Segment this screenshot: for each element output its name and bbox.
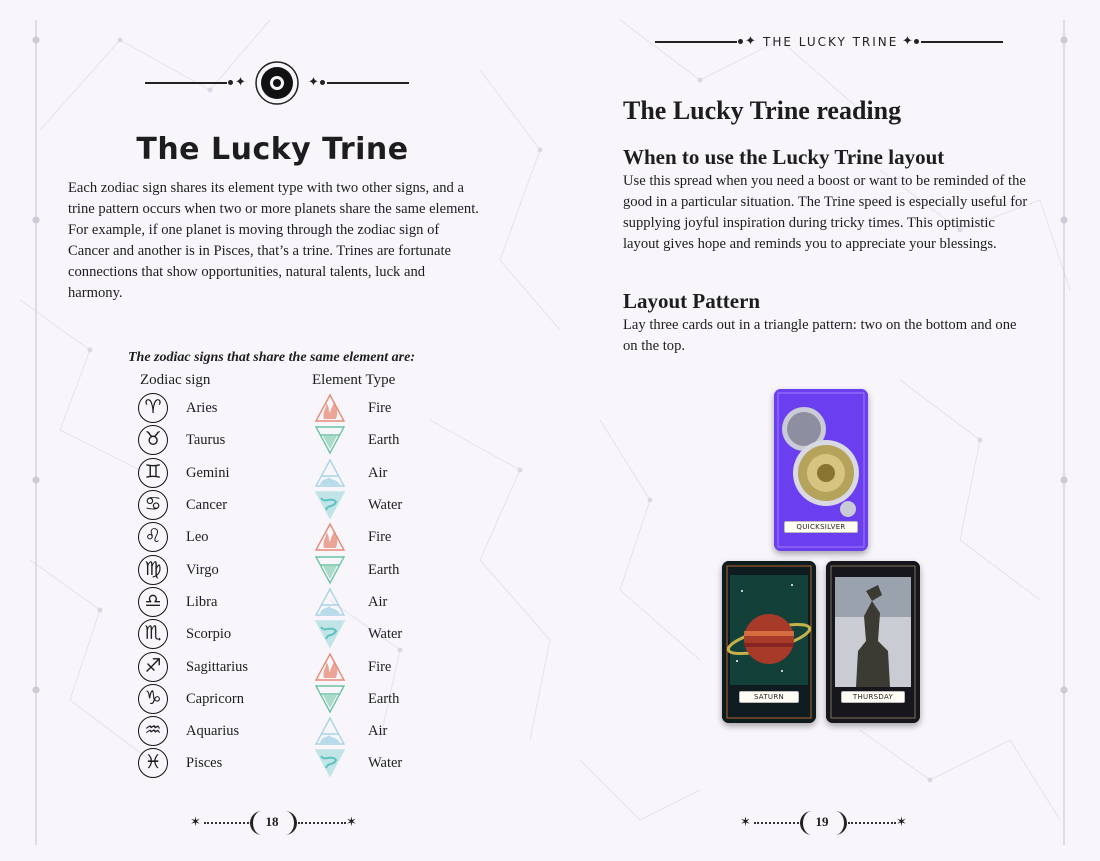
sign-name: Taurus bbox=[186, 432, 226, 448]
dotted-rule bbox=[754, 822, 802, 824]
element-name: Water bbox=[368, 497, 403, 513]
dotted-rule bbox=[848, 822, 896, 824]
zodiac-glyph-icon: ♌ bbox=[138, 522, 168, 552]
sign-name: Aries bbox=[186, 400, 218, 416]
element-name: Water bbox=[368, 626, 403, 642]
element-name: Fire bbox=[368, 529, 392, 545]
rule-dot bbox=[914, 39, 919, 44]
table-row bbox=[138, 458, 418, 488]
zodiac-glyph-icon: ♈ bbox=[138, 393, 168, 423]
sun-medallion-icon bbox=[254, 60, 300, 106]
element-name: Earth bbox=[368, 432, 400, 448]
rule-dot bbox=[228, 80, 233, 85]
element-name: Air bbox=[368, 594, 388, 610]
card-label: SATURN bbox=[739, 691, 799, 703]
zodiac-glyph-icon: ♊ bbox=[138, 458, 168, 488]
dotted-rule bbox=[204, 822, 252, 824]
table-row bbox=[138, 522, 418, 552]
card-saturn bbox=[722, 561, 816, 723]
element-name: Fire bbox=[368, 400, 392, 416]
fire-element-icon bbox=[314, 522, 346, 552]
dotted-rule bbox=[298, 822, 346, 824]
title-rule-right bbox=[327, 82, 409, 84]
water-element-icon bbox=[314, 748, 346, 778]
sparkle-icon: ✦ bbox=[902, 34, 913, 49]
sparkle-icon: ✦ bbox=[745, 34, 756, 49]
column-header-sign: Zodiac sign bbox=[140, 372, 211, 388]
running-head-rule-left bbox=[655, 41, 737, 43]
sign-name: Aquarius bbox=[186, 723, 240, 739]
element-name: Earth bbox=[368, 562, 400, 578]
zodiac-glyph-icon: ♎ bbox=[138, 587, 168, 617]
air-element-icon bbox=[314, 587, 346, 617]
table-row bbox=[138, 425, 418, 455]
page-number-left: 18 bbox=[265, 814, 279, 829]
card-thursday bbox=[826, 561, 920, 723]
zodiac-glyph-icon: ♐ bbox=[138, 652, 168, 682]
intro-paragraph: Each zodiac sign shares its element type with two other signs, and a trine pattern occurs when two or more planets share the same element. For example, if one planet is moving through the zodiac sign of Cancer and another is in Pisces, that’s a trine. Trines are fortunate connections that show opportunities, natural talents, luck and harmony. bbox=[68, 180, 479, 301]
element-name: Earth bbox=[368, 691, 400, 707]
sign-name: Virgo bbox=[186, 562, 219, 578]
table-row bbox=[138, 490, 418, 520]
zodiac-glyph-icon: ♑ bbox=[138, 684, 168, 714]
element-name: Fire bbox=[368, 659, 392, 675]
zodiac-glyph-icon: ♓ bbox=[138, 748, 168, 778]
element-name: Water bbox=[368, 755, 403, 771]
card-label: QUICKSILVER bbox=[784, 521, 858, 533]
column-header-element: Element Type bbox=[312, 372, 396, 388]
table-row bbox=[138, 748, 418, 778]
table-row bbox=[138, 393, 418, 423]
title-rule-left bbox=[145, 82, 227, 84]
sparkle-icon: ✦ bbox=[235, 75, 246, 90]
card-quicksilver bbox=[774, 389, 868, 551]
fire-element-icon bbox=[314, 652, 346, 682]
table-row bbox=[138, 716, 418, 746]
reading-heading: The Lucky Trine reading bbox=[623, 96, 902, 125]
sign-name: Cancer bbox=[186, 497, 228, 513]
crescent-moon-icon bbox=[283, 810, 297, 836]
sign-name: Libra bbox=[186, 594, 218, 610]
running-head-rule-right bbox=[921, 41, 1003, 43]
air-element-icon bbox=[314, 458, 346, 488]
sparkle-icon: ✶ bbox=[896, 815, 907, 830]
water-element-icon bbox=[314, 490, 346, 520]
table-row bbox=[138, 587, 418, 617]
element-name: Air bbox=[368, 465, 388, 481]
earth-element-icon bbox=[314, 425, 346, 455]
earth-element-icon bbox=[314, 555, 346, 585]
zodiac-glyph-icon: ♋ bbox=[138, 490, 168, 520]
table-row bbox=[138, 555, 418, 585]
sparkle-icon: ✶ bbox=[190, 815, 201, 830]
when-subheading: When to use the Lucky Trine layout bbox=[623, 145, 945, 169]
table-row bbox=[138, 684, 418, 714]
table-row bbox=[138, 619, 418, 649]
zodiac-glyph-icon: ♉ bbox=[138, 425, 168, 455]
air-element-icon bbox=[314, 716, 346, 746]
running-head: THE LUCKY TRINE bbox=[763, 35, 899, 49]
element-name: Air bbox=[368, 723, 388, 739]
when-paragraph: Use this spread when you need a boost or want to be reminded of the good in a particular situation. The Trine speed is especially useful for supplying joyful inspiration during tricky times. This optimistic layout gives hope and reminds you to appreciate your blessings. bbox=[623, 173, 1028, 252]
sign-name: Capricorn bbox=[186, 691, 244, 707]
table-row bbox=[138, 652, 418, 682]
table-caption: The zodiac signs that share the same element are: bbox=[128, 350, 415, 365]
layout-subheading: Layout Pattern bbox=[623, 289, 761, 313]
fire-element-icon bbox=[314, 393, 346, 423]
sparkle-icon: ✶ bbox=[740, 815, 751, 830]
zodiac-glyph-icon: ♍ bbox=[138, 555, 168, 585]
earth-element-icon bbox=[314, 684, 346, 714]
layout-paragraph: Lay three cards out in a triangle pattern: two on the bottom and one on the top. bbox=[623, 317, 1017, 354]
sparkle-icon: ✦ bbox=[308, 75, 319, 90]
sign-name: Pisces bbox=[186, 755, 223, 771]
rule-dot bbox=[320, 80, 325, 85]
rule-dot bbox=[738, 39, 743, 44]
sign-name: Gemini bbox=[186, 465, 230, 481]
sign-name: Scorpio bbox=[186, 626, 232, 642]
water-element-icon bbox=[314, 619, 346, 649]
zodiac-glyph-icon: ♏ bbox=[138, 619, 168, 649]
page-title: The Lucky Trine bbox=[136, 132, 409, 167]
sparkle-icon: ✶ bbox=[346, 815, 357, 830]
page-number-right: 19 bbox=[815, 814, 829, 829]
crescent-moon-icon bbox=[833, 810, 847, 836]
sign-name: Leo bbox=[186, 529, 209, 545]
zodiac-glyph-icon: ♒ bbox=[138, 716, 168, 746]
sign-name: Sagittarius bbox=[186, 659, 249, 675]
card-label: THURSDAY bbox=[841, 691, 905, 703]
